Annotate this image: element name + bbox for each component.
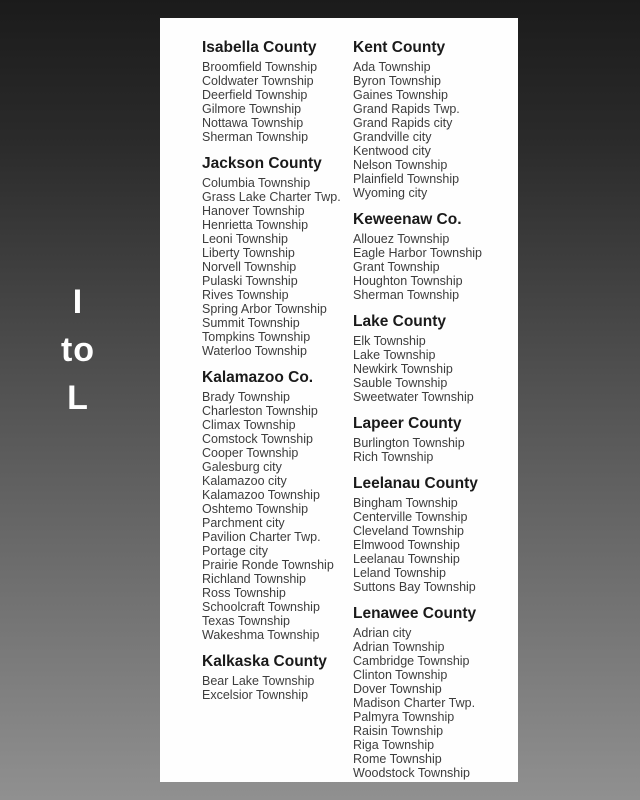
place-item: Broomfield Township	[202, 60, 318, 74]
place-item: Gaines Township	[353, 88, 448, 102]
county-list-panel	[160, 18, 518, 782]
place-item: Raisin Township	[353, 724, 444, 738]
place-item: Sauble Township	[353, 376, 448, 390]
place-item: Parchment city	[202, 516, 285, 530]
place-item: Henrietta Township	[202, 218, 309, 232]
place-item: Sweetwater Township	[353, 390, 474, 404]
place-item: Charleston Township	[202, 404, 318, 418]
place-item: Elmwood Township	[353, 538, 460, 552]
place-item: Grant Township	[353, 260, 440, 274]
place-item: Clinton Township	[353, 668, 448, 682]
place-item: Brady Township	[202, 390, 291, 404]
alphabet-range-label	[38, 278, 118, 422]
place-item: Leoni Township	[202, 232, 288, 246]
place-item: Spring Arbor Township	[202, 302, 327, 316]
place-item: Nelson Township	[353, 158, 448, 172]
county-section	[353, 313, 513, 404]
place-item: Centerville Township	[353, 510, 468, 524]
place-item: Cooper Township	[202, 446, 299, 460]
place-item: Columbia Township	[202, 176, 311, 190]
county-header: Lake County	[353, 313, 447, 330]
county-header: Kalamazoo Co.	[202, 369, 314, 386]
place-item: Grandville city	[353, 130, 432, 144]
county-header: Kalkaska County	[202, 653, 327, 670]
place-item: Cleveland Township	[353, 524, 464, 538]
place-item: Adrian Township	[353, 640, 445, 654]
county-section	[353, 475, 513, 594]
place-item: Elk Township	[353, 334, 426, 348]
place-item: Allouez Township	[353, 232, 450, 246]
place-item: Comstock Township	[202, 432, 313, 446]
place-item: Gilmore Township	[202, 102, 302, 116]
place-item: Houghton Township	[353, 274, 463, 288]
place-item: Pavilion Charter Twp.	[202, 530, 321, 544]
place-item: Oshtemo Township	[202, 502, 309, 516]
county-column-right	[353, 39, 513, 780]
place-item: Kalamazoo Township	[202, 488, 320, 502]
place-item: Burlington Township	[353, 436, 465, 450]
place-item: Riga Township	[353, 738, 435, 752]
place-item: Bear Lake Township	[202, 674, 315, 688]
county-header: Keweenaw Co.	[353, 211, 462, 228]
place-item: Eagle Harbor Township	[353, 246, 483, 260]
county-header: Jackson County	[202, 155, 322, 172]
place-item: Liberty Township	[202, 246, 295, 260]
place-item: Suttons Bay Township	[353, 580, 476, 594]
county-section	[353, 605, 513, 780]
county-header: Kent County	[353, 39, 446, 56]
place-item: Rome Township	[353, 752, 442, 766]
place-item: Grand Rapids Twp.	[353, 102, 460, 116]
place-item: Prairie Ronde Township	[202, 558, 334, 572]
place-item: Newkirk Township	[353, 362, 453, 376]
county-header: Isabella County	[202, 39, 317, 56]
place-item: Dover Township	[353, 682, 442, 696]
place-item: Hanover Township	[202, 204, 305, 218]
place-item: Leelanau Township	[353, 552, 460, 566]
place-item: Galesburg city	[202, 460, 282, 474]
place-item: Adrian city	[353, 626, 412, 640]
place-item: Ada Township	[353, 60, 431, 74]
place-item: Excelsior Township	[202, 688, 309, 702]
place-item: Plainfield Township	[353, 172, 460, 186]
place-item: Rich Township	[353, 450, 434, 464]
place-item: Rives Township	[202, 288, 289, 302]
county-section	[353, 39, 513, 200]
range-letter-start: I	[72, 283, 84, 321]
place-item: Schoolcraft Township	[202, 600, 320, 614]
county-section	[202, 369, 353, 642]
place-item: Palmyra Township	[353, 710, 455, 724]
place-item: Tompkins Township	[202, 330, 311, 344]
county-header: Lenawee County	[353, 605, 477, 622]
place-item: Sherman Township	[353, 288, 460, 302]
place-item: Richland Township	[202, 572, 306, 586]
place-item: Climax Township	[202, 418, 296, 432]
place-item: Nottawa Township	[202, 116, 304, 130]
county-header: Lapeer County	[353, 415, 462, 432]
county-header: Leelanau County	[353, 475, 478, 492]
place-item: Leland Township	[353, 566, 446, 580]
place-item: Bingham Township	[353, 496, 458, 510]
place-item: Lake Township	[353, 348, 436, 362]
range-letter-end: L	[67, 379, 89, 417]
county-column-left	[202, 39, 353, 702]
place-item: Madison Charter Twp.	[353, 696, 476, 710]
place-item: Coldwater Township	[202, 74, 314, 88]
range-word-to: to	[60, 331, 96, 369]
place-item: Byron Township	[353, 74, 442, 88]
place-item: Texas Township	[202, 614, 291, 628]
place-item: Woodstock Township	[353, 766, 470, 780]
place-item: Sherman Township	[202, 130, 309, 144]
place-item: Summit Township	[202, 316, 300, 330]
place-item: Wyoming city	[353, 186, 428, 200]
place-item: Portage city	[202, 544, 269, 558]
place-item: Pulaski Township	[202, 274, 298, 288]
place-item: Deerfield Township	[202, 88, 308, 102]
place-item: Kalamazoo city	[202, 474, 287, 488]
place-item: Wakeshma Township	[202, 628, 320, 642]
place-item: Norvell Township	[202, 260, 297, 274]
county-section	[353, 415, 513, 464]
place-item: Ross Township	[202, 586, 286, 600]
place-item: Grand Rapids city	[353, 116, 453, 130]
county-section	[202, 653, 353, 702]
place-item: Kentwood city	[353, 144, 431, 158]
county-section	[202, 155, 353, 358]
place-item: Grass Lake Charter Twp.	[202, 190, 341, 204]
county-section	[353, 211, 513, 302]
place-item: Cambridge Township	[353, 654, 470, 668]
county-section	[202, 39, 353, 144]
place-item: Waterloo Township	[202, 344, 307, 358]
